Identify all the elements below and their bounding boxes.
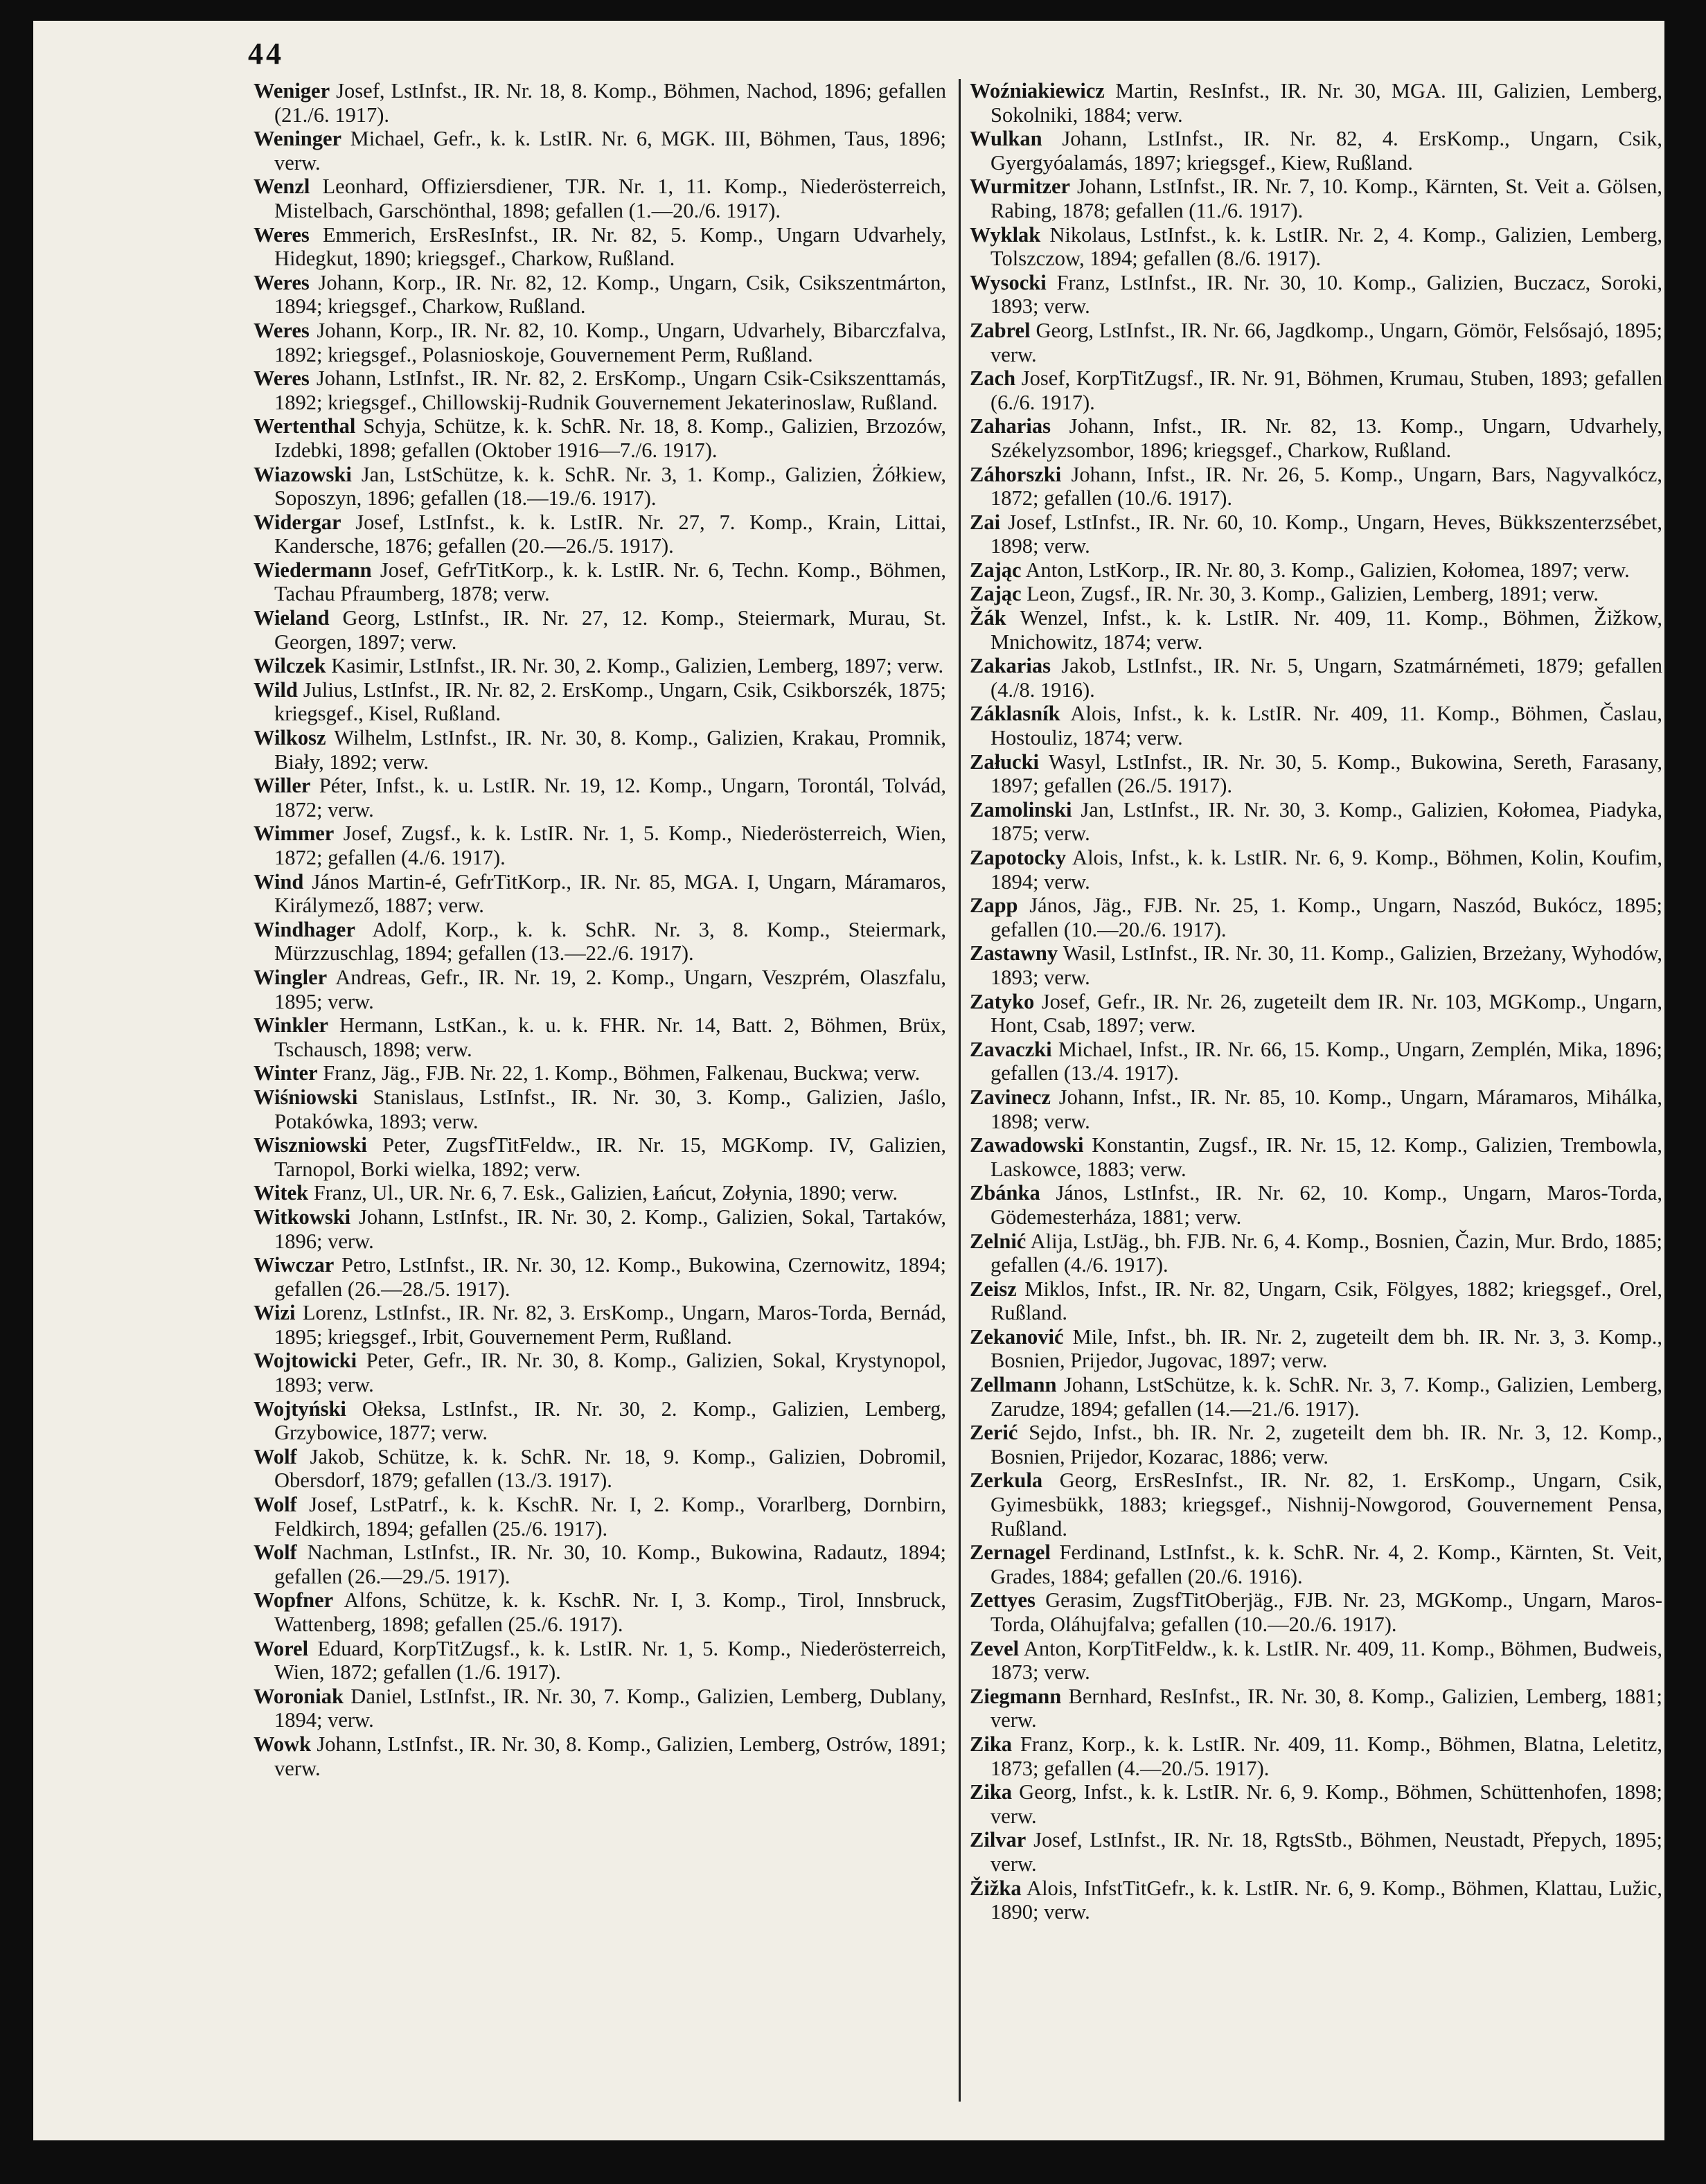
entry-details: Johann, LstInfst., IR. Nr. 7, 10. Komp., Kärnten, St. Veit a. Gölsen, Rabing, 1878; gefallen (11./6. 1917).: [990, 175, 1662, 222]
entry-details: Alois, InfstTitGefr., k. k. LstIR. Nr. 6, 9. Komp., Böhmen, Klattau, Lužic, 1890; verw.: [990, 1876, 1662, 1924]
entry-details: Miklos, Infst., IR. Nr. 82, Ungarn, Csik, Fölgyes, 1882; kriegsgef., Orel, Rußland.: [990, 1277, 1662, 1325]
entry-surname: Wizi: [254, 1301, 296, 1325]
entry-surname: Widergar: [254, 510, 341, 534]
column-divider: [959, 79, 961, 2102]
entry-details: Michael, Infst., IR. Nr. 66, 15. Komp., Ungarn, Zemplén, Mika, 1896; gefallen (13./4. 1917).: [990, 1037, 1662, 1085]
casualty-entry: [970, 990, 1662, 1038]
entry-details: Sejdo, Infst., bh. IR. Nr. 2, zugeteilt dem bh. IR. Nr. 3, 12. Komp., Bosnien, Prijedor, Kozarac, 1886; verw.: [990, 1421, 1662, 1468]
entry-details: Johann, Korp., IR. Nr. 82, 10. Komp., Ungarn, Udvarhely, Bibarczfalva, 1892; kriegsgef., Polasnioskoje, Gouvernement Perm, Rußland.: [274, 318, 946, 366]
entry-details: Johann, Infst., IR. Nr. 82, 13. Komp., Ungarn, Udvarhely, Székelyzsombor, 1896; kriegsgef., Charkow, Rußland.: [990, 414, 1662, 462]
entry-details: Josef, KorpTitZugsf., IR. Nr. 91, Böhmen, Krumau, Stuben, 1893; gefallen (6./6. 1917).: [990, 366, 1662, 414]
entry-surname: Wertenthal: [254, 414, 356, 438]
entry-surname: Wyklak: [970, 222, 1041, 247]
casualty-entry: [970, 1229, 1662, 1277]
entry-surname: Woroniak: [254, 1684, 344, 1708]
entry-details: Johann, LstInfst., IR. Nr. 30, 8. Komp., Galizien, Lemberg, Ostrów, 1891; verw.: [274, 1732, 946, 1780]
entry-surname: Wojtyński: [254, 1396, 346, 1421]
entry-surname: Zakarias: [970, 654, 1051, 678]
entry-details: Jakob, LstInfst., IR. Nr. 5, Ungarn, Szatmárnémeti, 1879; gefallen (4./8. 1916).: [990, 654, 1662, 702]
casualty-entry: [970, 1325, 1662, 1373]
entry-details: Johann, LstSchütze, k. k. SchR. Nr. 3, 7. Komp., Galizien, Lemberg, Zarudze, 1894; gefallen (14.—21./6. 1917).: [990, 1373, 1662, 1421]
casualty-entry: [254, 127, 946, 175]
left-column: [254, 79, 946, 1780]
casualty-entry: [970, 846, 1662, 894]
casualty-entry: [254, 1085, 946, 1133]
entry-details: Ferdinand, LstInfst., k. k. SchR. Nr. 4, 2. Komp., Kärnten, St. Veit, Grades, 1884; gefallen (20./6. 1916).: [990, 1541, 1662, 1588]
casualty-entry: [970, 1085, 1662, 1133]
casualty-entry: [970, 1468, 1662, 1541]
entry-surname: Wiwczar: [254, 1253, 335, 1277]
casualty-entry: [970, 175, 1662, 222]
casualty-entry: [970, 1828, 1662, 1876]
entry-surname: Ziegmann: [970, 1684, 1062, 1708]
entry-surname: Zilvar: [970, 1828, 1027, 1852]
casualty-entry: [970, 558, 1662, 583]
entry-details: Péter, Infst., k. u. LstIR. Nr. 19, 12. Komp., Ungarn, Torontál, Tolvád, 1872; verw.: [274, 774, 946, 822]
entry-details: Franz, Korp., k. k. LstIR. Nr. 409, 11. Komp., Böhmen, Blatna, Leletitz, 1873; gefallen (4.—20./5. 1917).: [990, 1732, 1662, 1780]
casualty-entry: [254, 870, 946, 918]
casualty-entry: [970, 414, 1662, 462]
entry-surname: Wild: [254, 677, 298, 702]
casualty-entry: [254, 1685, 946, 1732]
casualty-entry: [970, 750, 1662, 798]
entry-details: Lorenz, LstInfst., IR. Nr. 82, 3. ErsKomp., Ungarn, Maros-Torda, Bernád, 1895; kriegsgef., Irbit, Gouvernement Perm, Rußland.: [274, 1301, 946, 1349]
casualty-entry: [254, 1061, 946, 1085]
entry-details: Bernhard, ResInfst., IR. Nr. 30, 8. Komp., Galizien, Lemberg, 1881; verw.: [990, 1684, 1662, 1732]
casualty-entry: [254, 678, 946, 726]
entry-surname: Wenzl: [254, 175, 310, 199]
entry-surname: Wiedermann: [254, 558, 372, 582]
casualty-entry: [254, 1205, 946, 1253]
entry-details: Andreas, Gefr., IR. Nr. 19, 2. Komp., Ungarn, Veszprém, Olaszfalu, 1895; verw.: [274, 965, 946, 1013]
casualty-entry: [970, 606, 1662, 654]
entry-surname: Zavinecz: [970, 1085, 1051, 1109]
entry-details: Nikolaus, LstInfst., k. k. LstIR. Nr. 2, 4. Komp., Galizien, Lemberg, Tolszczow, 1894; gefallen (8./6. 1917).: [990, 222, 1662, 271]
entry-details: Schyja, Schütze, k. k. SchR. Nr. 18, 8. Komp., Galizien, Brzozów, Izdebki, 1898; gefallen (Oktober 1916—7./6. 1917).: [274, 414, 946, 462]
casualty-entry: [254, 774, 946, 822]
entry-surname: Zaharias: [970, 414, 1051, 438]
entry-surname: Wojtowicki: [254, 1349, 357, 1373]
entry-details: Leonhard, Offiziersdiener, TJR. Nr. 1, 11. Komp., Niederösterreich, Mistelbach, Garschönthal, 1898; gefallen (1.—20./6. 1917).: [274, 175, 946, 222]
entry-details: Georg, LstInfst., IR. Nr. 27, 12. Komp., Steiermark, Murau, St. Georgen, 1897; verw.: [274, 606, 946, 654]
casualty-entry: [970, 1732, 1662, 1780]
entry-surname: Zając: [970, 582, 1022, 606]
entry-surname: Załucki: [970, 749, 1040, 774]
entry-surname: Wysocki: [970, 270, 1047, 294]
entry-surname: Zekanović: [970, 1324, 1064, 1349]
entry-details: János, LstInfst., IR. Nr. 62, 10. Komp., Ungarn, Maros-Torda, Gödemesterháza, 1881; verw.: [990, 1181, 1662, 1229]
entry-details: Josef, Gefr., IR. Nr. 26, zugeteilt dem IR. Nr. 103, MGKomp., Ungarn, Hont, Csab, 1897; verw.: [990, 989, 1662, 1038]
entry-surname: Zettyes: [970, 1588, 1036, 1613]
entry-surname: Zapotocky: [970, 846, 1066, 869]
casualty-entry: [254, 414, 946, 462]
entry-details: Johann, LstInfst., IR. Nr. 82, 4. ErsKomp., Ungarn, Csik, Gyergyóalamás, 1897; kriegsgef., Kiew, Rußland.: [990, 127, 1662, 175]
entry-surname: Zai: [970, 510, 1001, 534]
casualty-entry: [970, 1541, 1662, 1588]
entry-surname: Weres: [254, 366, 310, 391]
casualty-entry: [254, 1301, 946, 1349]
casualty-entry: [970, 702, 1662, 749]
entry-surname: Wolf: [254, 1444, 297, 1468]
entry-details: Alfons, Schütze, k. k. KschR. Nr. I, 3. Komp., Tirol, Innsbruck, Wattenberg, 1898; gefallen (25./6. 1917).: [274, 1588, 946, 1636]
entry-surname: Wiśniowski: [254, 1085, 358, 1109]
casualty-entry: [254, 1181, 946, 1205]
entry-details: Johann, Korp., IR. Nr. 82, 12. Komp., Ungarn, Csik, Csikszentmárton, 1894; kriegsgef., Charkow, Rußland.: [274, 270, 946, 319]
entry-details: Nachman, LstInfst., IR. Nr. 30, 10. Komp., Bukowina, Radautz, 1894; gefallen (26.—29./5. 1917).: [274, 1541, 946, 1588]
casualty-entry: [254, 366, 946, 414]
casualty-entry: [970, 1637, 1662, 1685]
entry-surname: Weres: [254, 270, 310, 294]
entry-surname: Wilkosz: [254, 726, 326, 750]
entry-details: János Martin-é, GefrTitKorp., IR. Nr. 85, MGA. I, Ungarn, Máramaros, Királymező, 1887; verw.: [274, 869, 946, 918]
entry-details: Alija, LstJäg., bh. FJB. Nr. 6, 4. Komp., Bosnien, Čazin, Mur. Brdo, 1885; gefallen (4./6. 1917).: [990, 1229, 1662, 1277]
entry-surname: Záhorszki: [970, 462, 1062, 486]
casualty-entry: [970, 894, 1662, 941]
casualty-entry: [254, 463, 946, 511]
entry-surname: Willer: [254, 774, 311, 798]
casualty-entry: [254, 1588, 946, 1636]
entry-details: Franz, Ul., UR. Nr. 6, 7. Esk., Galizien, Łańcut, Zołynia, 1890; verw.: [308, 1181, 898, 1205]
entry-details: Anton, KorpTitFeldw., k. k. LstIR. Nr. 409, 11. Komp., Böhmen, Budweis, 1873; verw.: [990, 1636, 1662, 1685]
casualty-entry: [254, 1397, 946, 1445]
entry-details: Jan, LstSchütze, k. k. SchR. Nr. 3, 1. Komp., Galizien, Żółkiew, Soposzyn, 1896; gefallen (18.—19./6. 1917).: [274, 462, 946, 511]
entry-details: Alois, Infst., k. k. LstIR. Nr. 6, 9. Komp., Böhmen, Kolin, Koufim, 1894; verw.: [990, 846, 1662, 894]
entry-details: Peter, Gefr., IR. Nr. 30, 8. Komp., Galizien, Sokal, Krystynopol, 1893; verw.: [274, 1349, 946, 1397]
entry-details: Hermann, LstKan., k. u. k. FHR. Nr. 14, Batt. 2, Böhmen, Brüx, Tschausch, 1898; verw.: [274, 1013, 946, 1061]
entry-details: Wasyl, LstInfst., IR. Nr. 30, 5. Komp., Bukowina, Sereth, Farasany, 1897; gefallen (26./5. 1917).: [990, 749, 1662, 798]
entry-details: Georg, Infst., k. k. LstIR. Nr. 6, 9. Komp., Böhmen, Schüttenhofen, 1898; verw.: [990, 1780, 1662, 1828]
entry-surname: Zapp: [970, 894, 1018, 918]
entry-details: Petro, LstInfst., IR. Nr. 30, 12. Komp., Bukowina, Czernowitz, 1894; gefallen (26.—28./5. 1917).: [274, 1253, 946, 1301]
entry-surname: Zavaczki: [970, 1037, 1052, 1061]
entry-surname: Weres: [254, 222, 310, 247]
entry-details: Josef, Zugsf., k. k. LstIR. Nr. 1, 5. Komp., Niederösterreich, Wien, 1872; gefallen (4./6. 1917).: [274, 822, 946, 869]
entry-surname: Zelnić: [970, 1229, 1027, 1253]
entry-surname: Wiazowski: [254, 462, 352, 486]
casualty-entry: [970, 1373, 1662, 1421]
entry-details: Josef, GefrTitKorp., k. k. LstIR. Nr. 6, Techn. Komp., Böhmen, Tachau Pfraumberg, 1878; verw.: [274, 558, 946, 606]
casualty-entry: [254, 1637, 946, 1685]
casualty-entry: [254, 822, 946, 869]
entry-details: Emmerich, ErsResInfst., IR. Nr. 82, 5. Komp., Ungarn Udvarhely, Hidegkut, 1890; kriegsgef., Charkow, Rußland.: [274, 222, 946, 271]
casualty-entry: [254, 1732, 946, 1780]
casualty-entry: [254, 654, 946, 678]
right-column: [970, 79, 1662, 1924]
entry-details: János, Jäg., FJB. Nr. 25, 1. Komp., Ungarn, Naszód, Bukócz, 1895; gefallen (10.—20./6. 1917).: [990, 894, 1662, 941]
casualty-entry: [254, 918, 946, 966]
casualty-entry: [254, 1013, 946, 1061]
casualty-entry: [254, 1133, 946, 1181]
casualty-entry: [970, 127, 1662, 175]
entry-surname: Winkler: [254, 1013, 328, 1038]
casualty-entry: [970, 1421, 1662, 1468]
entry-details: Ołeksa, LstInfst., IR. Nr. 30, 2. Komp., Galizien, Lemberg, Grzybowice, 1877; verw.: [274, 1396, 946, 1445]
entry-surname: Weninger: [254, 127, 342, 151]
entry-details: Josef, LstInfst., IR. Nr. 60, 10. Komp., Ungarn, Heves, Bükkszenterzsébet, 1898; verw.: [990, 510, 1662, 558]
entry-surname: Zabrel: [970, 318, 1031, 342]
entry-details: Josef, LstInfst., IR. Nr. 18, 8. Komp., Böhmen, Nachod, 1896; gefallen (21./6. 1917).: [274, 79, 946, 127]
entry-surname: Zevel: [970, 1636, 1020, 1660]
casualty-entry: [254, 1253, 946, 1301]
entry-details: Wenzel, Infst., k. k. LstIR. Nr. 409, 11. Komp., Böhmen, Žižkow, Mnichowitz, 1874; verw.: [990, 606, 1662, 654]
entry-surname: Weniger: [254, 79, 330, 103]
entry-surname: Zika: [970, 1732, 1013, 1756]
entry-details: Jan, LstInfst., IR. Nr. 30, 3. Komp., Galizien, Kołomea, Piadyka, 1875; verw.: [990, 797, 1662, 846]
casualty-entry: [970, 1277, 1662, 1325]
casualty-entry: [970, 1876, 1662, 1924]
casualty-entry: [254, 175, 946, 222]
entry-surname: Wingler: [254, 965, 328, 989]
entry-surname: Žižka: [970, 1876, 1022, 1900]
casualty-entry: [254, 726, 946, 774]
casualty-entry: [254, 1445, 946, 1493]
entry-details: Wilhelm, LstInfst., IR. Nr. 30, 8. Komp., Galizien, Krakau, Promnik, Biały, 1892; verw.: [274, 726, 946, 774]
casualty-entry: [970, 319, 1662, 366]
entry-surname: Žák: [970, 606, 1006, 630]
casualty-entry: [970, 79, 1662, 127]
entry-surname: Zastawny: [970, 941, 1058, 966]
entry-details: Johann, Infst., IR. Nr. 85, 10. Komp., Ungarn, Máramaros, Mihálka, 1898; verw.: [990, 1085, 1662, 1133]
casualty-entry: [970, 654, 1662, 702]
entry-details: Johann, LstInfst., IR. Nr. 82, 2. ErsKomp., Ungarn Csik-Csikszenttamás, 1892; kriegsgef., Chillowskij-Rudnik Gouvernement Jekaterinoslaw, Rußland.: [274, 366, 946, 414]
entry-details: Adolf, Korp., k. k. SchR. Nr. 3, 8. Komp., Steiermark, Mürzzuschlag, 1894; gefallen (13.—22./6. 1917).: [274, 917, 946, 966]
entry-surname: Zerkula: [970, 1468, 1043, 1493]
casualty-entry: [970, 582, 1662, 606]
entry-details: Leon, Zugsf., IR. Nr. 30, 3. Komp., Galizien, Lemberg, 1891; verw.: [1021, 582, 1599, 606]
entry-details: Julius, LstInfst., IR. Nr. 82, 2. ErsKomp., Ungarn, Csik, Csikborszék, 1875; kriegsgef., Kisel, Rußland.: [274, 677, 946, 726]
casualty-entry: [970, 1133, 1662, 1181]
entry-surname: Wulkan: [970, 127, 1042, 151]
entry-surname: Woźniakiewicz: [970, 79, 1105, 103]
entry-surname: Witek: [254, 1181, 309, 1205]
entry-surname: Wopfner: [254, 1588, 334, 1613]
entry-surname: Zach: [970, 366, 1016, 391]
document-page: [33, 21, 1664, 2140]
entry-surname: Wilczek: [254, 654, 326, 678]
entry-details: Daniel, LstInfst., IR. Nr. 30, 7. Komp., Galizien, Lemberg, Dublany, 1894; verw.: [274, 1684, 946, 1732]
entry-details: Josef, LstPatrf., k. k. KschR. Nr. I, 2. Komp., Vorarlberg, Dornbirn, Feldkirch, 1894; gefallen (25./6. 1917).: [274, 1493, 946, 1541]
entry-details: Mile, Infst., bh. IR. Nr. 2, zugeteilt dem bh. IR. Nr. 3, 3. Komp., Bosnien, Prijedor, Jugovac, 1897; verw.: [990, 1324, 1662, 1373]
casualty-entry: [970, 798, 1662, 846]
entry-surname: Zamolinski: [970, 797, 1072, 822]
entry-details: Kasimir, LstInfst., IR. Nr. 30, 2. Komp., Galizien, Lemberg, 1897; verw.: [326, 654, 944, 678]
entry-surname: Wind: [254, 869, 304, 894]
entry-surname: Wiszniowski: [254, 1133, 367, 1157]
entry-surname: Wieland: [254, 606, 330, 630]
entry-details: Alois, Infst., k. k. LstIR. Nr. 409, 11. Komp., Böhmen, Časlau, Hostouliz, 1874; verw.: [990, 702, 1662, 750]
casualty-entry: [254, 223, 946, 271]
entry-details: Eduard, KorpTitZugsf., k. k. LstIR. Nr. 1, 5. Komp., Niederösterreich, Wien, 1872; gefallen (1./6. 1917).: [274, 1636, 946, 1685]
entry-surname: Windhager: [254, 917, 355, 941]
entry-surname: Witkowski: [254, 1205, 351, 1229]
entry-surname: Zerić: [970, 1421, 1018, 1445]
entry-details: Stanislaus, LstInfst., IR. Nr. 30, 3. Komp., Galizien, Jaślo, Potakówka, 1893; verw.: [274, 1085, 946, 1133]
entry-surname: Wolf: [254, 1493, 297, 1517]
page-number: 44: [248, 37, 284, 71]
entry-details: Peter, ZugsfTitFeldw., IR. Nr. 15, MGKomp. IV, Galizien, Tarnopol, Borki wielka, 1892; verw.: [274, 1133, 946, 1181]
entry-surname: Wurmitzer: [970, 175, 1071, 199]
entry-details: Jakob, Schütze, k. k. SchR. Nr. 18, 9. Komp., Galizien, Dobromil, Obersdorf, 1879; gefallen (13./3. 1917).: [274, 1444, 946, 1493]
entry-surname: Zellmann: [970, 1373, 1057, 1397]
casualty-entry: [254, 1541, 946, 1588]
casualty-entry: [254, 271, 946, 319]
casualty-entry: [254, 606, 946, 654]
entry-surname: Wolf: [254, 1541, 297, 1565]
entry-surname: Wimmer: [254, 822, 335, 846]
entry-details: Franz, Jäg., FJB. Nr. 22, 1. Komp., Böhmen, Falkenau, Buckwa; verw.: [317, 1061, 921, 1085]
casualty-entry: [254, 79, 946, 127]
entry-surname: Zbánka: [970, 1181, 1040, 1205]
casualty-entry: [254, 1493, 946, 1541]
casualty-entry: [254, 558, 946, 606]
entry-surname: Worel: [254, 1636, 309, 1660]
entry-details: Konstantin, Zugsf., IR. Nr. 15, 12. Komp., Galizien, Trembowla, Laskowce, 1883; verw.: [990, 1133, 1662, 1181]
entry-surname: Zika: [970, 1780, 1013, 1804]
casualty-entry: [970, 223, 1662, 271]
entry-details: Martin, ResInfst., IR. Nr. 30, MGA. III, Galizien, Lemberg, Sokolniki, 1884; verw.: [990, 79, 1662, 127]
entry-surname: Zawadowski: [970, 1133, 1084, 1157]
entry-details: Johann, Infst., IR. Nr. 26, 5. Komp., Ungarn, Bars, Nagyvalkócz, 1872; gefallen (10./6. 1917).: [990, 462, 1662, 511]
casualty-entry: [970, 463, 1662, 511]
casualty-entry: [254, 1349, 946, 1396]
entry-details: Anton, LstKorp., IR. Nr. 80, 3. Komp., Galizien, Kołomea, 1897; verw.: [1021, 558, 1630, 582]
entry-surname: Zeisz: [970, 1277, 1017, 1301]
casualty-entry: [970, 511, 1662, 558]
entry-surname: Winter: [254, 1061, 318, 1085]
casualty-entry: [970, 1780, 1662, 1828]
entry-details: Wasil, LstInfst., IR. Nr. 30, 11. Komp., Galizien, Brzeżany, Wyhodów, 1893; verw.: [990, 941, 1662, 989]
casualty-entry: [254, 966, 946, 1013]
entry-details: Johann, LstInfst., IR. Nr. 30, 2. Komp., Galizien, Sokal, Tartaków, 1896; verw.: [274, 1205, 946, 1253]
entry-details: Michael, Gefr., k. k. LstIR. Nr. 6, MGK. III, Böhmen, Taus, 1896; verw.: [274, 127, 946, 175]
entry-details: Gerasim, ZugsfTitOberjäg., FJB. Nr. 23, MGKomp., Ungarn, Maros-Torda, Oláhujfalva; gefallen (10.—20./6. 1917).: [990, 1588, 1662, 1636]
entry-surname: Wowk: [254, 1732, 312, 1756]
casualty-entry: [970, 1588, 1662, 1636]
casualty-entry: [970, 1685, 1662, 1732]
entry-surname: Zernagel: [970, 1541, 1051, 1565]
entry-details: Georg, ErsResInfst., IR. Nr. 82, 1. ErsKomp., Ungarn, Csik, Gyimesbükk, 1883; kriegsgef., Nishnij-Nowgorod, Gouvernement Pensa, Rußland.: [990, 1468, 1662, 1541]
casualty-entry: [970, 366, 1662, 414]
entry-surname: Zając: [970, 558, 1022, 582]
casualty-entry: [254, 319, 946, 366]
entry-surname: Zatyko: [970, 989, 1035, 1013]
entry-details: Franz, LstInfst., IR. Nr. 30, 10. Komp., Galizien, Buczacz, Soroki, 1893; verw.: [990, 270, 1662, 319]
entry-details: Josef, LstInfst., k. k. LstIR. Nr. 27, 7. Komp., Krain, Littai, Kandersche, 1876; gefallen (20.—26./5. 1917).: [274, 510, 946, 558]
casualty-entry: [970, 1181, 1662, 1229]
entry-surname: Weres: [254, 318, 310, 342]
entry-details: Josef, LstInfst., IR. Nr. 18, RgtsStb., Böhmen, Neustadt, Přepych, 1895; verw.: [990, 1828, 1662, 1876]
casualty-entry: [970, 271, 1662, 319]
casualty-entry: [254, 511, 946, 558]
entry-surname: Záklasník: [970, 702, 1060, 726]
entry-details: Georg, LstInfst., IR. Nr. 66, Jagdkomp., Ungarn, Gömör, Felsősajó, 1895; verw.: [990, 318, 1662, 366]
casualty-entry: [970, 1038, 1662, 1085]
casualty-entry: [970, 941, 1662, 989]
